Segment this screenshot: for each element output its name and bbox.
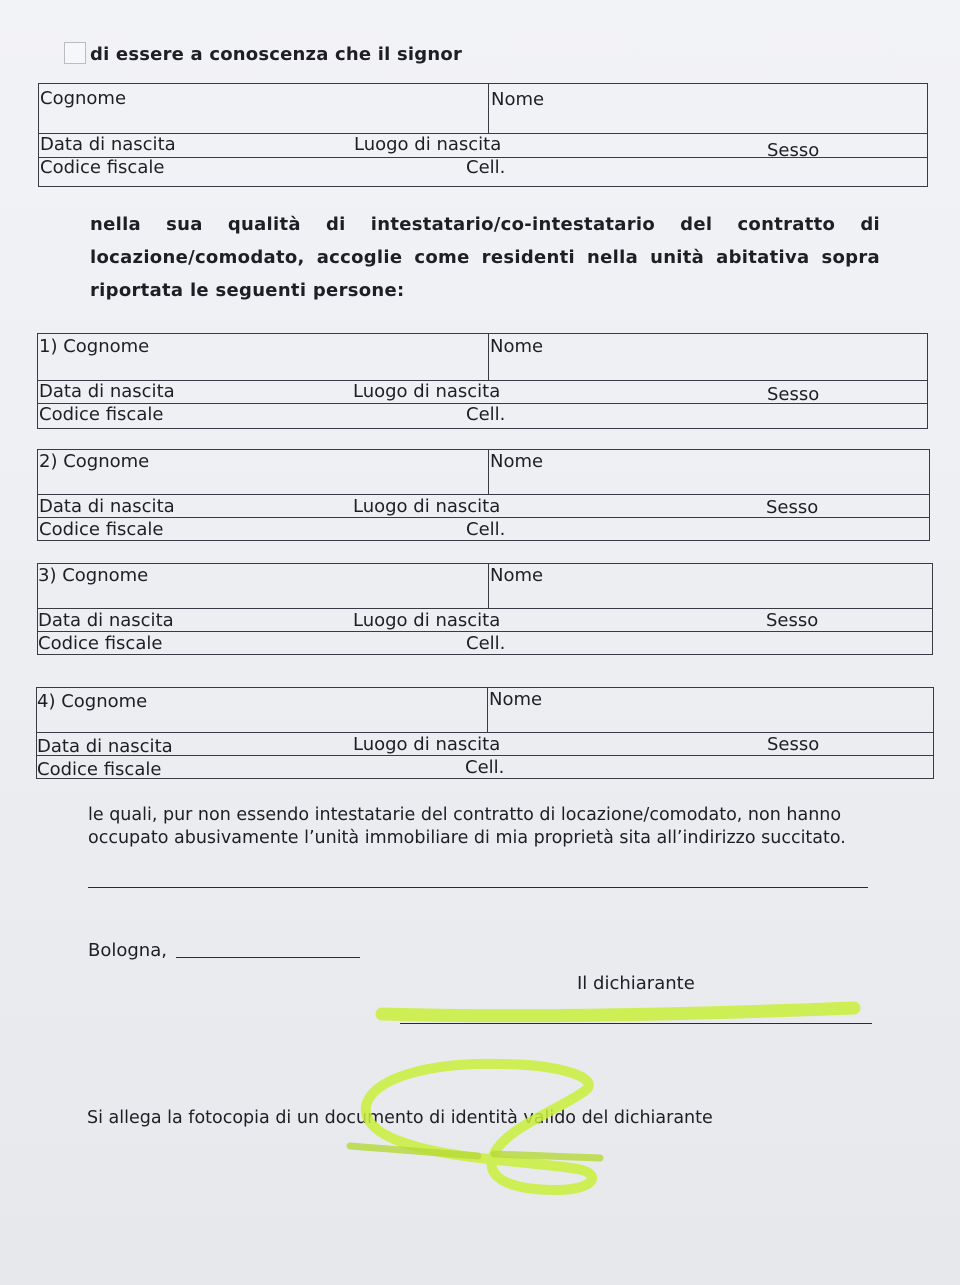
declaration-checkbox[interactable] bbox=[64, 42, 86, 64]
cognome-field[interactable]: 2) Cognome bbox=[39, 451, 150, 472]
divider bbox=[488, 333, 489, 380]
cognome-field[interactable]: 3) Cognome bbox=[38, 565, 149, 586]
data-nascita-field[interactable]: Data di nascita bbox=[37, 736, 173, 757]
date-field[interactable] bbox=[176, 957, 360, 958]
divider bbox=[36, 732, 934, 733]
divider bbox=[37, 494, 930, 495]
data-nascita-field[interactable]: Data di nascita bbox=[39, 381, 175, 402]
cell-field[interactable]: Cell. bbox=[466, 157, 506, 178]
luogo-nascita-field[interactable]: Luogo di nascita bbox=[353, 610, 501, 631]
blank-line[interactable] bbox=[88, 887, 868, 888]
sesso-field[interactable]: Sesso bbox=[766, 497, 819, 518]
cell-field[interactable]: Cell. bbox=[466, 519, 506, 540]
sesso-field[interactable]: Sesso bbox=[767, 384, 820, 405]
luogo-nascita-field[interactable]: Luogo di nascita bbox=[353, 734, 501, 755]
divider bbox=[487, 687, 488, 732]
codice-fiscale-field[interactable]: Codice fiscale bbox=[37, 759, 162, 780]
divider bbox=[488, 449, 489, 494]
cognome-field[interactable]: Cognome bbox=[40, 88, 127, 109]
highlighter-stroke bbox=[382, 1008, 854, 1016]
codice-fiscale-field[interactable]: Codice fiscale bbox=[40, 157, 165, 178]
cell-field[interactable]: Cell. bbox=[465, 757, 505, 778]
data-nascita-field[interactable]: Data di nascita bbox=[38, 610, 174, 631]
highlighter-underline bbox=[494, 1154, 600, 1158]
signatory-label: Il dichiarante bbox=[577, 973, 695, 994]
data-nascita-field[interactable]: Data di nascita bbox=[39, 496, 175, 517]
sesso-field[interactable]: Sesso bbox=[767, 734, 820, 755]
codice-fiscale-field[interactable]: Codice fiscale bbox=[39, 519, 164, 540]
cell-field[interactable]: Cell. bbox=[466, 633, 506, 654]
nome-field[interactable]: Nome bbox=[489, 689, 543, 710]
divider bbox=[488, 563, 489, 608]
intro-paragraph: nella sua qualità di intestatario/co-intestatario del contratto di locazione/comodato, accoglie come residenti nella unità abitativa sopra riportata le seguenti persone: bbox=[90, 214, 880, 301]
divider bbox=[488, 83, 489, 133]
luogo-nascita-field[interactable]: Luogo di nascita bbox=[354, 134, 502, 155]
data-nascita-field[interactable]: Data di nascita bbox=[40, 134, 176, 155]
signature-line[interactable] bbox=[400, 1023, 872, 1024]
highlighter-underline bbox=[350, 1146, 478, 1156]
codice-fiscale-field[interactable]: Codice fiscale bbox=[38, 633, 163, 654]
declaration-heading: di essere a conoscenza che il signor bbox=[90, 44, 463, 65]
nome-field[interactable]: Nome bbox=[490, 451, 544, 472]
cell-field[interactable]: Cell. bbox=[466, 404, 506, 425]
sesso-field[interactable]: Sesso bbox=[767, 140, 820, 161]
nome-field[interactable]: Nome bbox=[490, 336, 544, 357]
outro-paragraph: le quali, pur non essendo intestatarie del contratto di locazione/comodato, non hanno occupato abusivamente l’unità immobiliare di mia proprietà sita all’indirizzo succitato. bbox=[88, 805, 846, 848]
divider bbox=[37, 631, 933, 632]
cognome-field[interactable]: 4) Cognome bbox=[37, 691, 148, 712]
luogo-nascita-field[interactable]: Luogo di nascita bbox=[353, 381, 501, 402]
codice-fiscale-field[interactable]: Codice fiscale bbox=[39, 404, 164, 425]
divider bbox=[37, 608, 933, 609]
place-label: Bologna, bbox=[88, 940, 167, 961]
cognome-field[interactable]: 1) Cognome bbox=[39, 336, 150, 357]
nome-field[interactable]: Nome bbox=[490, 565, 544, 586]
sesso-field[interactable]: Sesso bbox=[766, 610, 819, 631]
attachment-note: Si allega la fotocopia di un documento di identità valido del dichiarante bbox=[87, 1108, 713, 1128]
nome-field[interactable]: Nome bbox=[491, 89, 545, 110]
luogo-nascita-field[interactable]: Luogo di nascita bbox=[353, 496, 501, 517]
